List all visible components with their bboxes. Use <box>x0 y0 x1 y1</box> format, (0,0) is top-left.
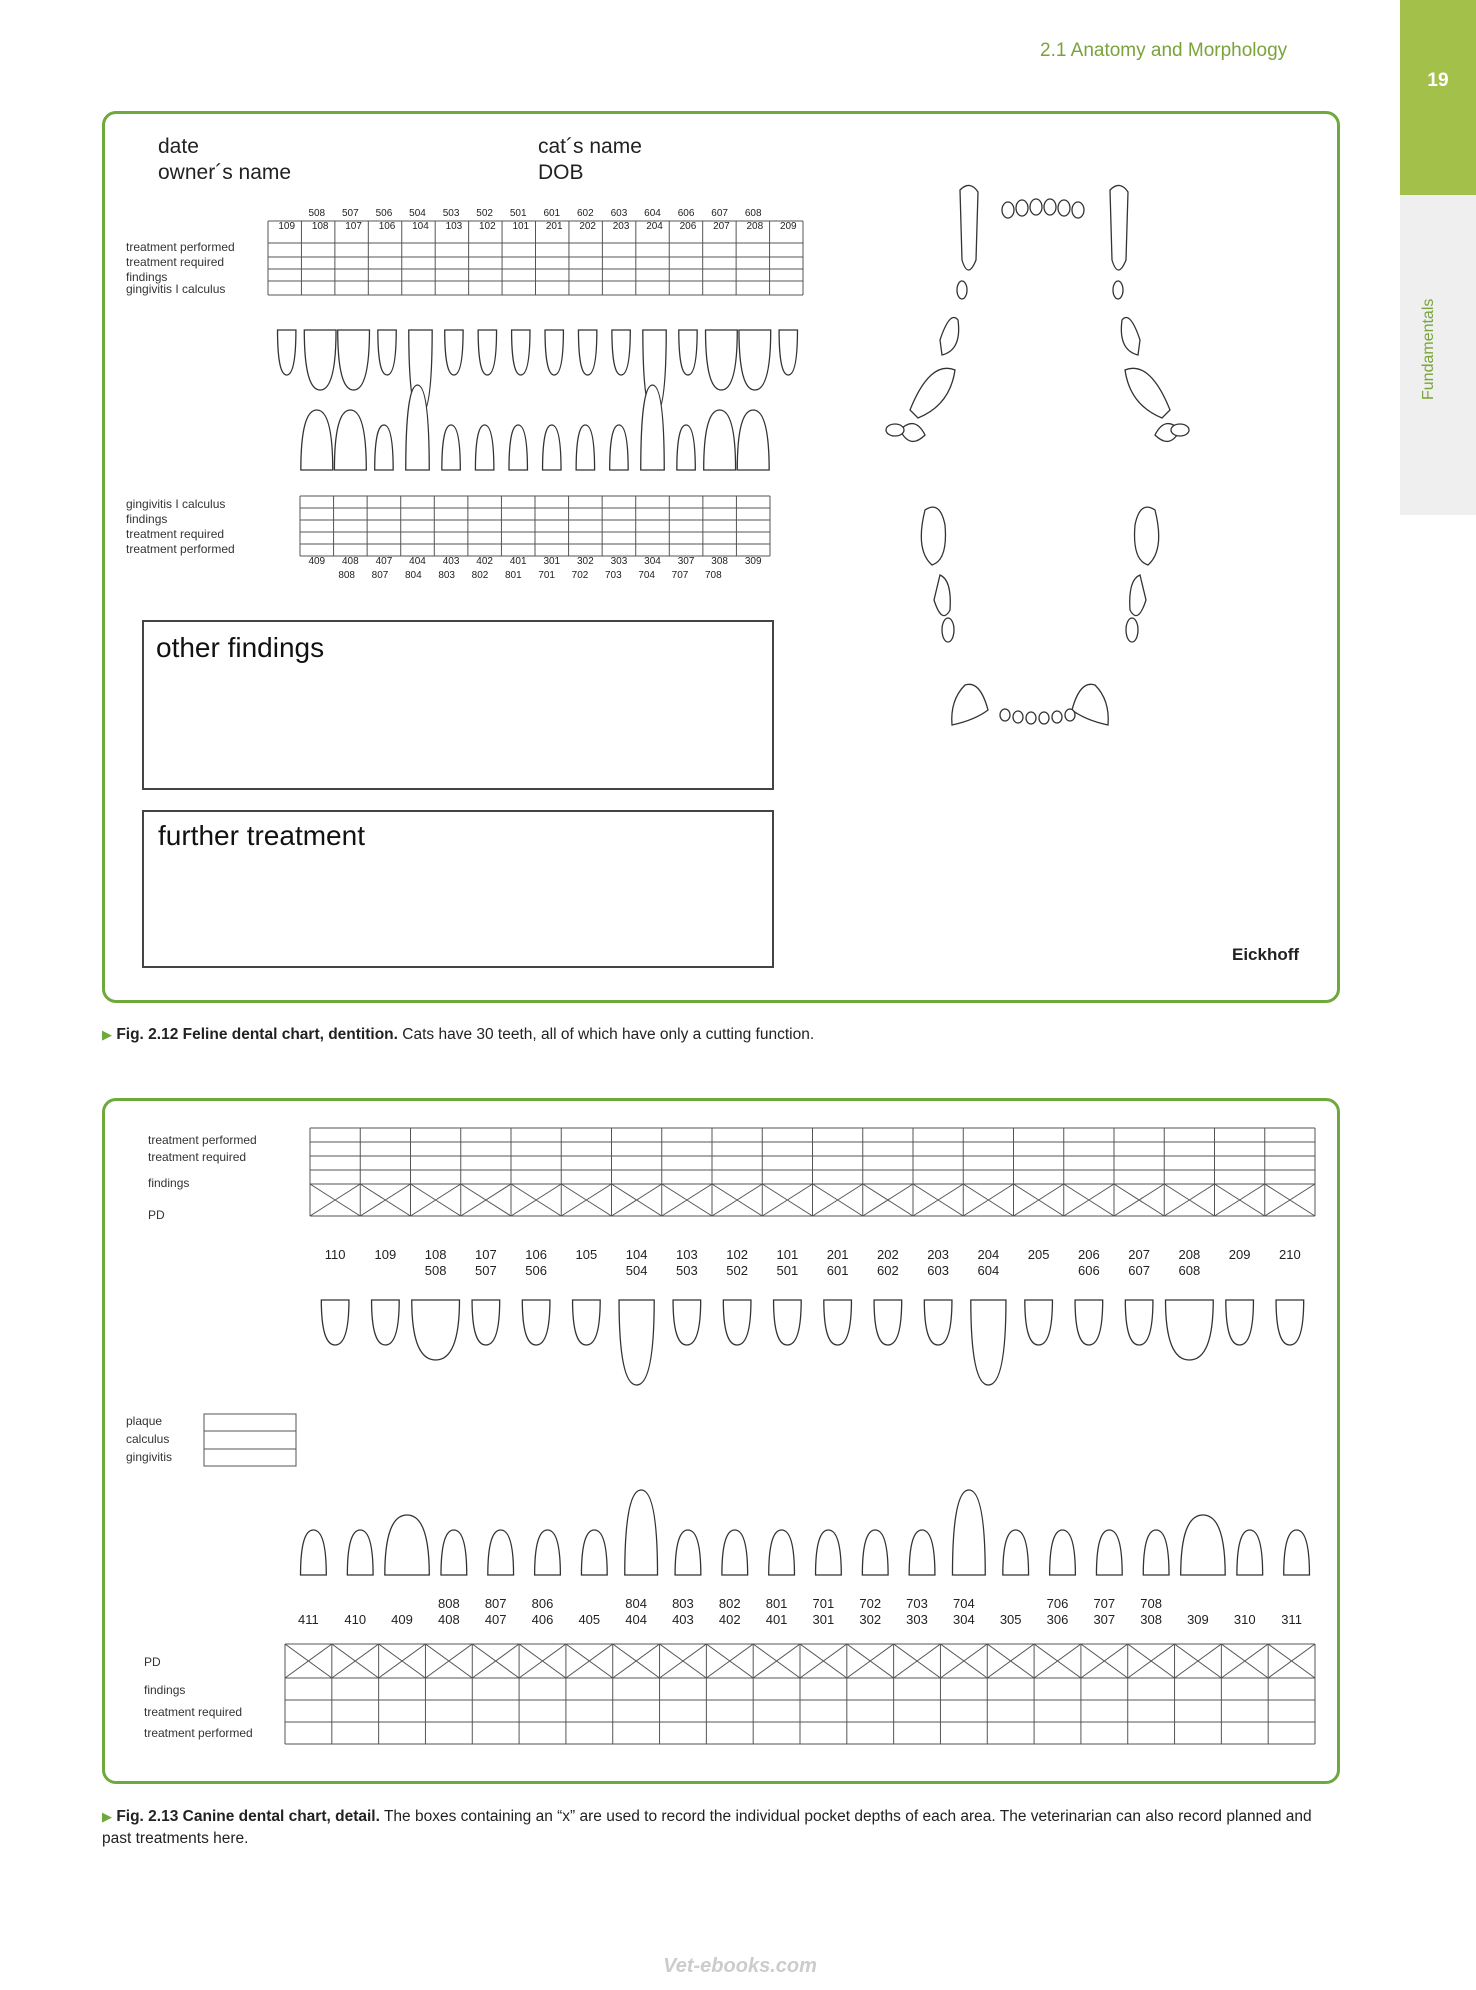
tooth-number: 208 <box>1178 1247 1201 1262</box>
tooth-icon <box>445 330 463 375</box>
tooth-icon <box>704 410 736 470</box>
tooth-number: 102 <box>479 221 496 232</box>
page-number: 19 <box>1427 70 1449 91</box>
tooth-number: 608 <box>1178 1263 1201 1278</box>
tooth-number: 405 <box>578 1612 601 1627</box>
tooth-icon <box>816 1530 842 1575</box>
tooth-number: 808 <box>338 570 355 581</box>
tooth-icon <box>347 1530 373 1575</box>
running-head: 2.1 Anatomy and Morphology <box>1040 40 1288 61</box>
tooth-icon <box>779 330 797 375</box>
tooth-icon <box>372 1300 400 1345</box>
tooth-number: 404 <box>409 556 426 567</box>
upper-canine-right-icon <box>960 185 978 270</box>
tooth-number: 802 <box>471 570 489 581</box>
tooth-icon <box>576 425 594 470</box>
tooth-number: 603 <box>610 208 628 219</box>
tooth-number: 701 <box>538 570 555 581</box>
tooth-icon <box>578 330 596 375</box>
tooth-number: 803 <box>438 570 455 581</box>
tooth-number: 306 <box>1046 1612 1069 1627</box>
tooth-number: 706 <box>1046 1596 1069 1611</box>
feline-lower-teeth <box>300 400 780 480</box>
row-label: treatment required <box>126 255 225 269</box>
tooth-number: 303 <box>610 556 628 567</box>
tooth-number: 209 <box>779 221 797 232</box>
tooth-number: 607 <box>711 208 728 219</box>
tooth-number: 403 <box>442 556 460 567</box>
tooth-icon <box>1226 1300 1254 1345</box>
date-label: date <box>158 135 199 158</box>
row-label: plaque <box>126 1414 163 1428</box>
tooth-number: 601 <box>543 208 561 219</box>
canine-upper-numbers <box>310 1247 1315 1279</box>
tooth-number: 608 <box>744 208 762 219</box>
tooth-number: 507 <box>475 1263 497 1278</box>
tooth-number: 806 <box>531 1596 554 1611</box>
tooth-icon <box>1166 1300 1214 1360</box>
tooth-icon <box>522 1300 550 1345</box>
tooth-number: 506 <box>525 1263 547 1278</box>
tooth-number: 407 <box>375 556 393 567</box>
tooth-icon <box>874 1300 902 1345</box>
page-number-tab <box>1400 0 1476 195</box>
tooth-number: 602 <box>577 208 594 219</box>
tooth-number: 302 <box>859 1612 882 1627</box>
tooth-icon <box>441 1530 467 1575</box>
tooth-icon <box>304 330 336 390</box>
tooth-number: 701 <box>812 1596 835 1611</box>
tooth-number: 103 <box>676 1247 698 1262</box>
tooth-number: 310 <box>1233 1612 1256 1627</box>
tooth-number: 501 <box>776 1263 799 1278</box>
caption-title: Canine dental chart, detail. <box>182 1808 380 1825</box>
tooth-number: 301 <box>812 1612 835 1627</box>
tooth-number: 807 <box>371 570 389 581</box>
tooth-number: 105 <box>575 1247 598 1262</box>
tooth-number: 502 <box>476 208 493 219</box>
tooth-icon <box>543 425 561 470</box>
watermark: Vet-ebooks.com <box>663 1955 817 1977</box>
tooth-icon <box>375 425 393 470</box>
tooth-number: 801 <box>504 570 522 581</box>
tooth-number: 503 <box>442 208 460 219</box>
caption-title: Feline dental chart, dentition. <box>182 1026 398 1043</box>
tooth-icon <box>1276 1300 1304 1345</box>
tooth-number: 804 <box>625 1596 647 1611</box>
tooth-number: 205 <box>1027 1247 1050 1262</box>
tooth-icon <box>737 410 769 470</box>
tooth-icon <box>769 1530 795 1575</box>
tooth-icon <box>535 1530 561 1575</box>
tooth-icon <box>909 1530 935 1575</box>
plaque-labels <box>126 1414 206 1468</box>
tooth-number: 508 <box>424 1263 447 1278</box>
tooth-number: 502 <box>726 1263 748 1278</box>
tooth-icon <box>338 330 370 390</box>
feline-lower-numbers <box>300 556 775 586</box>
tooth-icon <box>442 425 460 470</box>
tooth-number: 204 <box>977 1247 1000 1262</box>
owner-name-label: owner´s name <box>158 161 292 184</box>
row-label: gingivitis I calculus <box>126 282 226 296</box>
tooth-icon <box>677 425 695 470</box>
tooth-number: 807 <box>484 1596 507 1611</box>
tooth-number: 101 <box>512 221 530 232</box>
tooth-number: 504 <box>409 208 426 219</box>
tooth-number: 501 <box>509 208 527 219</box>
row-label: treatment required <box>148 1150 247 1164</box>
tooth-number: 604 <box>977 1263 1000 1278</box>
tooth-icon <box>610 425 628 470</box>
tooth-icon <box>673 1300 701 1345</box>
tooth-number: 203 <box>612 221 630 232</box>
tooth-number: 305 <box>999 1612 1022 1627</box>
tooth-number: 107 <box>475 1247 497 1262</box>
dob-label: DOB <box>538 161 584 184</box>
tooth-icon <box>334 410 366 470</box>
row-label: treatment required <box>144 1705 243 1719</box>
caption-arrow-icon: ▶ <box>102 1809 112 1824</box>
canine-lower-teeth <box>290 1445 1320 1585</box>
tooth-number: 606 <box>1078 1263 1100 1278</box>
tooth-number: 503 <box>676 1263 698 1278</box>
row-label: gingivitis I calculus <box>126 497 226 511</box>
tooth-number: 408 <box>438 1612 460 1627</box>
tooth-number: 507 <box>342 208 359 219</box>
figure-2-13-caption <box>102 1806 1342 1850</box>
tooth-number: 703 <box>906 1596 928 1611</box>
tooth-number: 208 <box>746 221 764 232</box>
plaque-grid <box>204 1414 298 1469</box>
canine-lower-numbers <box>285 1596 1315 1628</box>
tooth-icon <box>675 1530 701 1575</box>
tooth-icon <box>512 330 530 375</box>
tooth-number: 704 <box>953 1596 975 1611</box>
tooth-number: 604 <box>644 208 661 219</box>
tooth-number: 202 <box>579 221 596 232</box>
tooth-icon <box>321 1300 349 1345</box>
tooth-icon <box>1125 1300 1153 1345</box>
tooth-icon <box>1075 1300 1103 1345</box>
canine-tooth-icon <box>625 1490 658 1575</box>
tooth-icon <box>1181 1515 1225 1575</box>
tooth-number: 607 <box>1128 1263 1150 1278</box>
tooth-icon <box>385 1515 429 1575</box>
caption-text: Cats have 30 teeth, all of which have only a cutting function. <box>402 1026 815 1043</box>
tooth-number: 104 <box>412 221 429 232</box>
feline-upper-teeth <box>270 300 810 410</box>
tooth-number: 110 <box>324 1247 346 1262</box>
tooth-number: 201 <box>826 1247 849 1262</box>
tooth-number: 704 <box>638 570 655 581</box>
tooth-icon <box>573 1300 601 1345</box>
tooth-number: 409 <box>391 1612 413 1627</box>
tooth-icon <box>723 1300 751 1345</box>
tooth-icon <box>1143 1530 1169 1575</box>
tooth-number: 708 <box>1140 1596 1162 1611</box>
tooth-icon <box>1003 1530 1029 1575</box>
tooth-number: 808 <box>438 1596 460 1611</box>
canine-tooth-icon <box>619 1300 654 1385</box>
tooth-number: 103 <box>445 221 463 232</box>
row-label: PD <box>144 1655 161 1669</box>
tooth-number: 101 <box>776 1247 799 1262</box>
section-tab-label: Fundamentals <box>1420 298 1437 400</box>
tooth-number: 207 <box>713 221 730 232</box>
tooth-number: 309 <box>1187 1612 1209 1627</box>
tooth-icon <box>278 330 296 375</box>
feline-upper-grid <box>268 221 808 299</box>
tooth-number: 308 <box>1140 1612 1162 1627</box>
row-label: treatment performed <box>148 1133 257 1147</box>
tooth-icon <box>488 1530 514 1575</box>
tooth-number: 203 <box>927 1247 949 1262</box>
tooth-icon <box>862 1530 888 1575</box>
tooth-number: 109 <box>278 221 296 232</box>
canine-upper-row-labels <box>148 1133 308 1223</box>
tooth-number: 602 <box>877 1263 899 1278</box>
tooth-icon <box>301 410 333 470</box>
row-label: treatment performed <box>144 1726 253 1740</box>
tooth-number: 107 <box>345 221 362 232</box>
tooth-number: 801 <box>765 1596 788 1611</box>
tooth-number: 209 <box>1228 1247 1251 1262</box>
tooth-number: 404 <box>625 1612 647 1627</box>
tooth-number: 707 <box>671 570 689 581</box>
tooth-number: 308 <box>711 556 728 567</box>
tooth-number: 104 <box>625 1247 648 1262</box>
tooth-number: 708 <box>704 570 722 581</box>
feline-upper-row-labels <box>126 240 271 297</box>
tooth-number: 304 <box>953 1612 975 1627</box>
tooth-icon <box>824 1300 852 1345</box>
tooth-number: 309 <box>744 556 762 567</box>
tooth-number: 802 <box>718 1596 741 1611</box>
row-label: findings <box>144 1683 186 1697</box>
tooth-icon <box>722 1530 748 1575</box>
tooth-number: 210 <box>1279 1247 1301 1262</box>
row-label: findings <box>148 1176 190 1190</box>
tooth-number: 702 <box>859 1596 882 1611</box>
tooth-icon <box>581 1530 607 1575</box>
tooth-number: 411 <box>298 1612 319 1627</box>
tooth-number: 603 <box>927 1263 949 1278</box>
tooth-number: 201 <box>545 221 563 232</box>
tooth-icon <box>774 1300 802 1345</box>
row-label: gingivitis <box>126 1450 173 1464</box>
caption-label: Fig. 2.12 <box>116 1026 179 1043</box>
section-tab <box>1400 195 1476 515</box>
row-label: findings <box>126 270 168 284</box>
tooth-number: 307 <box>677 556 695 567</box>
tooth-number: 702 <box>571 570 589 581</box>
tooth-icon <box>412 1300 460 1360</box>
credit-eickhoff: Eickhoff <box>1232 945 1300 964</box>
tooth-icon <box>378 330 396 375</box>
tooth-number: 311 <box>1281 1612 1302 1627</box>
tooth-number: 410 <box>344 1612 367 1627</box>
tooth-number: 804 <box>404 570 422 581</box>
canine-upper-grid <box>310 1128 1315 1228</box>
row-label: PD <box>148 1208 165 1222</box>
tooth-icon <box>739 330 771 390</box>
tooth-number: 402 <box>476 556 493 567</box>
upper-canine-left-icon <box>1110 185 1128 270</box>
tooth-icon <box>612 330 630 375</box>
tooth-number: 407 <box>484 1612 507 1627</box>
tooth-number: 402 <box>718 1612 741 1627</box>
tooth-number: 504 <box>625 1263 648 1278</box>
cat-name-label: cat´s name <box>538 135 642 158</box>
tooth-number: 304 <box>644 556 661 567</box>
tooth-icon <box>1050 1530 1076 1575</box>
tooth-icon <box>679 330 697 375</box>
tooth-number: 202 <box>877 1247 899 1262</box>
canine-tooth-icon <box>971 1300 1006 1385</box>
figure-2-12-caption <box>102 1024 1342 1046</box>
tooth-icon <box>1237 1530 1263 1575</box>
tooth-number: 409 <box>308 556 326 567</box>
tooth-number: 601 <box>826 1263 849 1278</box>
canine-tooth-icon <box>952 1490 985 1575</box>
tooth-number: 302 <box>577 556 594 567</box>
tooth-number: 303 <box>906 1612 928 1627</box>
tooth-number: 108 <box>311 221 329 232</box>
lower-canine-left-icon <box>1072 684 1108 725</box>
tooth-icon <box>478 330 496 375</box>
tooth-number: 506 <box>375 208 393 219</box>
tooth-number: 204 <box>646 221 663 232</box>
canine-lower-grid <box>285 1644 1315 1746</box>
feline-lower-row-labels <box>126 497 271 557</box>
tooth-icon <box>301 1530 327 1575</box>
tooth-number: 206 <box>1078 1247 1100 1262</box>
tooth-number: 108 <box>424 1247 447 1262</box>
row-label: calculus <box>126 1432 170 1446</box>
other-findings-title: other findings <box>156 632 325 663</box>
row-label: findings <box>126 512 168 526</box>
tooth-number: 106 <box>525 1247 547 1262</box>
tooth-number: 401 <box>509 556 527 567</box>
canine-upper-teeth <box>310 1290 1315 1415</box>
tooth-icon <box>475 425 493 470</box>
caption-arrow-icon: ▶ <box>102 1027 112 1042</box>
canine-lower-row-labels <box>144 1655 304 1741</box>
feline-occlusal-diagram <box>870 180 1210 750</box>
tooth-number: 401 <box>765 1612 788 1627</box>
row-label: treatment performed <box>126 240 235 254</box>
caption-label: Fig. 2.13 <box>116 1808 179 1825</box>
tooth-number: 102 <box>726 1247 748 1262</box>
tooth-number: 106 <box>378 221 396 232</box>
tooth-number: 703 <box>604 570 622 581</box>
tooth-number: 206 <box>679 221 697 232</box>
tooth-number: 406 <box>531 1612 554 1627</box>
tooth-number: 403 <box>672 1612 694 1627</box>
row-label: treatment performed <box>126 542 235 556</box>
tooth-number: 307 <box>1093 1612 1116 1627</box>
tooth-number: 606 <box>677 208 695 219</box>
caption-text: The boxes containing an “x” are used to record the individual pocket depths of each area. The veterinarian can also record planned and past treatments here. <box>102 1808 1312 1847</box>
tooth-number: 207 <box>1128 1247 1150 1262</box>
further-treatment-box[interactable] <box>142 810 774 968</box>
tooth-number: 508 <box>308 208 326 219</box>
tooth-icon <box>1025 1300 1053 1345</box>
other-findings-box[interactable] <box>142 620 774 790</box>
tooth-number: 408 <box>342 556 359 567</box>
tooth-number: 301 <box>543 556 561 567</box>
further-treatment-title: further treatment <box>158 820 365 851</box>
tooth-icon <box>1284 1530 1310 1575</box>
tooth-number: 707 <box>1093 1596 1116 1611</box>
tooth-icon <box>545 330 563 375</box>
tooth-icon <box>924 1300 952 1345</box>
lower-canine-right-icon <box>952 684 988 725</box>
tooth-icon <box>706 330 738 390</box>
tooth-icon <box>1096 1530 1122 1575</box>
tooth-number: 803 <box>672 1596 694 1611</box>
row-label: treatment required <box>126 527 225 541</box>
tooth-icon <box>509 425 527 470</box>
tooth-icon <box>472 1300 500 1345</box>
tooth-number: 109 <box>374 1247 397 1262</box>
